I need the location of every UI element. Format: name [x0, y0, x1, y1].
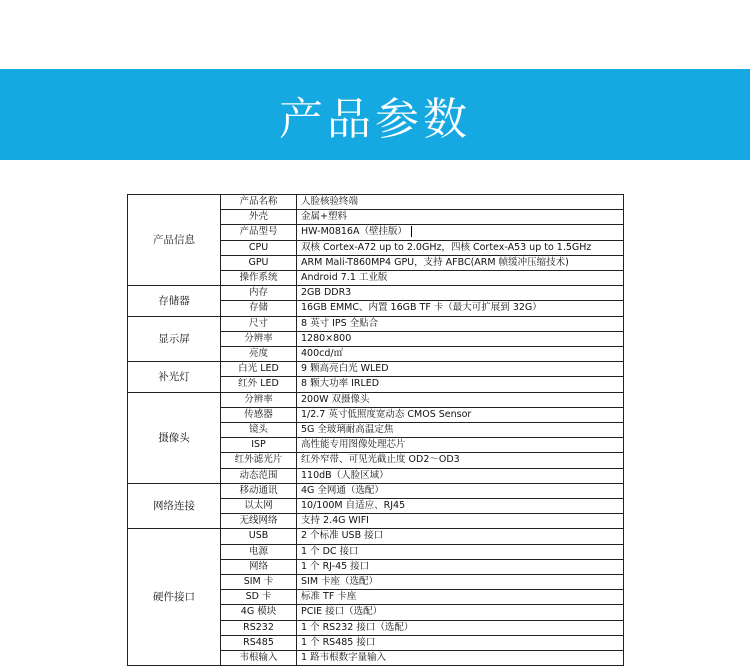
spec-table	[127, 194, 624, 666]
value-cell: 红外窄带、可见光截止度 OD2～OD3	[297, 453, 624, 468]
param-cell: 韦根输入	[221, 651, 297, 666]
value-cell: 支持 2.4G WIFI	[297, 514, 624, 529]
value-cell: 8 英寸 IPS 全贴合	[297, 316, 624, 331]
value-cell: Android 7.1 工业版	[297, 271, 624, 286]
param-cell: 亮度	[221, 347, 297, 362]
value-cell: SIM 卡座（选配）	[297, 575, 624, 590]
header-banner	[0, 69, 750, 160]
page-title: 产品参数	[279, 93, 471, 145]
value-cell: 110dB（人脸区域）	[297, 468, 624, 483]
param-cell: 分辨率	[221, 331, 297, 346]
value-cell: 16GB EMMC、内置 16GB TF 卡（最大可扩展到 32G）	[297, 301, 624, 316]
value-cell: 标准 TF 卡座	[297, 590, 624, 605]
value-cell: 2GB DDR3	[297, 286, 624, 301]
param-cell: USB	[221, 529, 297, 544]
category-cell: 补光灯	[128, 362, 221, 392]
param-cell: 传感器	[221, 407, 297, 422]
param-cell: 产品名称	[221, 195, 297, 210]
value-cell: 1 个 RS485 接口	[297, 635, 624, 650]
param-cell: 白光 LED	[221, 362, 297, 377]
value-cell: 高性能专用图像处理芯片	[297, 438, 624, 453]
param-cell: 内存	[221, 286, 297, 301]
param-cell: 电源	[221, 544, 297, 559]
value-cell: 400cd/㎡	[297, 347, 624, 362]
table-row	[128, 392, 624, 407]
value-cell: 10/100M 自适应、RJ45	[297, 499, 624, 514]
table-row	[128, 362, 624, 377]
value-cell: 金属+塑料	[297, 210, 624, 225]
value-cell: 双核 Cortex-A72 up to 2.0GHz，四核 Cortex-A53 up to 1.5GHz	[297, 240, 624, 255]
param-cell: ISP	[221, 438, 297, 453]
param-cell: 外壳	[221, 210, 297, 225]
model-value: HW-M0816A（壁挂版）	[301, 226, 407, 238]
param-cell: 镜头	[221, 423, 297, 438]
param-cell: 尺寸	[221, 316, 297, 331]
param-cell: 分辨率	[221, 392, 297, 407]
param-cell: SIM 卡	[221, 575, 297, 590]
value-cell: 1 路韦根数字量输入	[297, 651, 624, 666]
table-row	[128, 529, 624, 544]
param-cell: SD 卡	[221, 590, 297, 605]
category-cell: 网络连接	[128, 483, 221, 529]
value-cell: 1 个 DC 接口	[297, 544, 624, 559]
param-cell: 操作系统	[221, 271, 297, 286]
value-cell: 9 颗高亮白光 WLED	[297, 362, 624, 377]
param-cell: 动态范围	[221, 468, 297, 483]
category-cell: 产品信息	[128, 195, 221, 286]
category-cell: 显示屏	[128, 316, 221, 362]
param-cell: 4G 模块	[221, 605, 297, 620]
category-cell: 硬件接口	[128, 529, 221, 666]
category-cell: 摄像头	[128, 392, 221, 483]
table-row	[128, 286, 624, 301]
category-cell: 存储器	[128, 286, 221, 316]
param-cell: RS485	[221, 635, 297, 650]
value-cell: ARM Mali-T860MP4 GPU，支持 AFBC(ARM 帧缓冲压缩技术)	[297, 255, 624, 270]
param-cell: 产品型号	[221, 225, 297, 240]
param-cell: 以太网	[221, 499, 297, 514]
table-row	[128, 195, 624, 210]
param-cell: 无线网络	[221, 514, 297, 529]
param-cell: 移动通讯	[221, 483, 297, 498]
param-cell: RS232	[221, 620, 297, 635]
value-cell: PCIE 接口（选配）	[297, 605, 624, 620]
value-cell: 1 个 RJ-45 接口	[297, 559, 624, 574]
value-cell: 4G 全网通（选配）	[297, 483, 624, 498]
value-cell: 2 个标准 USB 接口	[297, 529, 624, 544]
param-cell: 存储	[221, 301, 297, 316]
value-cell	[297, 225, 624, 240]
param-cell: 红外滤光片	[221, 453, 297, 468]
value-cell: 1 个 RS232 接口（选配）	[297, 620, 624, 635]
value-cell: 200W 双摄像头	[297, 392, 624, 407]
param-cell: CPU	[221, 240, 297, 255]
value-cell: 人脸核验终端	[297, 195, 624, 210]
table-row	[128, 483, 624, 498]
text-cursor	[411, 226, 412, 237]
value-cell: 5G 全玻璃耐高温定焦	[297, 423, 624, 438]
value-cell: 8 颗大功率 IRLED	[297, 377, 624, 392]
param-cell: GPU	[221, 255, 297, 270]
value-cell: 1280×800	[297, 331, 624, 346]
table-row	[128, 316, 624, 331]
value-cell: 1/2.7 英寸低照度宽动态 CMOS Sensor	[297, 407, 624, 422]
param-cell: 网络	[221, 559, 297, 574]
param-cell: 红外 LED	[221, 377, 297, 392]
